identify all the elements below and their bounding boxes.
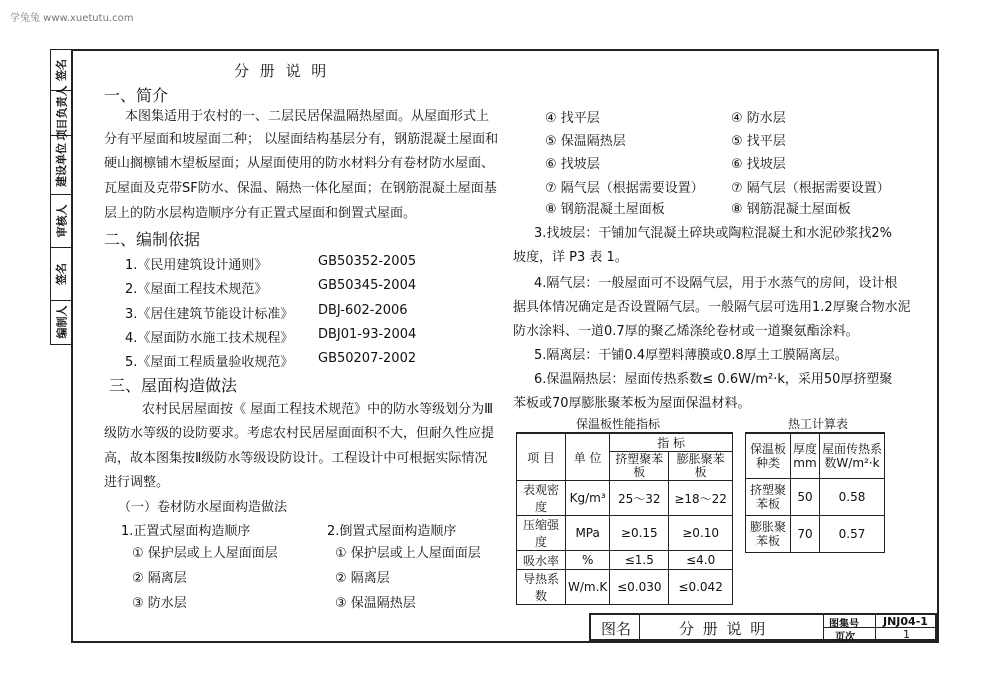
- signature-strip: [50, 49, 73, 345]
- sec3-line-4: 进行调整。: [104, 475, 170, 490]
- t2-cell: 0.58: [820, 479, 885, 516]
- t1-h-eps: 膨胀聚苯板: [669, 452, 733, 481]
- seq2-item-6: ⑥ 找坡层: [731, 157, 786, 172]
- sign-cell-4: 审核人: [51, 195, 71, 248]
- seq2-item-3: ③ 保温隔热层: [335, 596, 416, 611]
- t1-h-item: 项 目: [517, 433, 566, 481]
- seq1-item-4: ④ 找平层: [545, 111, 600, 126]
- seq2-item-2: ② 隔离层: [335, 571, 390, 586]
- ref-name-3: 3.《居住建筑节能设计标准》: [125, 307, 294, 322]
- sign-cell-3: 建设单位: [51, 136, 71, 195]
- atlas-no: JNJ04-1: [883, 615, 928, 628]
- table-row: [746, 479, 885, 516]
- sec1-line-5: 层上的防水层构造顺序分有正置式屋面和倒置式屋面。: [104, 206, 417, 221]
- seq1-title: 1.正置式屋面构造顺序: [121, 524, 251, 539]
- t1-h-unit: 单 位: [566, 433, 610, 481]
- ref-name-1: 1.《民用建筑设计通则》: [125, 258, 268, 273]
- t1-cell: W/m.K: [566, 570, 610, 605]
- t1-cell: 压缩强度: [517, 516, 566, 551]
- seq1-item-2: ② 隔离层: [132, 571, 187, 586]
- note-6-line-2: 苯板或70厚膨胀聚苯板为屋面保温材料。: [513, 396, 751, 411]
- seq1-item-7: ⑦ 隔气层（根据需要设置）: [545, 181, 704, 196]
- watermark: 学兔兔 www.xuetutu.com: [10, 13, 134, 24]
- sign-cell-6: 编制人: [55, 305, 68, 339]
- t1-cell: ≥0.10: [669, 516, 733, 551]
- ref-code-5: GB50207-2002: [318, 351, 417, 366]
- t1-cell: 25～32: [610, 481, 669, 516]
- table2-caption: 热工计算表: [788, 417, 849, 431]
- seq1-item-5: ⑤ 保温隔热层: [545, 134, 626, 149]
- section-3-heading: 三、屋面构造做法: [109, 376, 238, 395]
- t2-cell: 0.57: [820, 516, 885, 553]
- seq1-item-1: ① 保护层或上人屋面面层: [132, 546, 278, 561]
- table-row: [517, 516, 733, 551]
- sec1-line-3: 硬山搁檩铺木望板屋面；从屋面使用的防水材料分有卷材防水屋面、: [104, 156, 495, 171]
- t1-cell: MPa: [566, 516, 610, 551]
- sec3-line-1: 农村民居屋面按《 屋面工程技术规范》中的防水等级划分为Ⅲ: [142, 402, 494, 417]
- ref-name-5: 5.《屋面工程质量验收规范》: [125, 355, 294, 370]
- note-4-line-3: 防水涂料、一道0.7厚的聚乙烯涤纶卷材或一道聚氨酯涂料。: [513, 324, 859, 339]
- seq2-item-7: ⑦ 隔气层（根据需要设置）: [731, 181, 890, 196]
- table-row: [517, 570, 733, 605]
- t2-cell: 70: [791, 516, 820, 553]
- sec3-line-3: 高，故本图集按Ⅱ级防水等级设防设计。工程设计中可根据实际情况: [104, 451, 488, 466]
- sec1-line-1: 本图集适用于农村的一、二层民居保温隔热屋面。从屋面形式上: [125, 109, 490, 124]
- seq2-item-4: ④ 防水层: [731, 111, 786, 126]
- t1-cell: 表观密度: [517, 481, 566, 516]
- seq2-title: 2.倒置式屋面构造顺序: [327, 524, 457, 539]
- section-2-heading: 二、编制依据: [104, 230, 201, 249]
- t2-cell: 膨胀聚苯板: [746, 516, 791, 553]
- note-4-line-2: 据具体情况确定是否设置隔气层。一般隔气层可选用1.2厚聚合物水泥: [513, 300, 911, 315]
- t1-h-index: 指 标: [610, 433, 733, 452]
- t2-cell: 50: [791, 479, 820, 516]
- seq1-item-3: ③ 防水层: [132, 596, 187, 611]
- note-3-line-1: 3.找坡层：干铺加气混凝土碎块或陶粒混凝土和水泥砂浆找2%: [534, 226, 893, 241]
- ref-name-2: 2.《屋面工程技术规范》: [125, 282, 268, 297]
- note-3-line-2: 坡度，详 P3 表 1。: [513, 250, 628, 265]
- t2-h-coef: 屋面传热系数W/m²·k: [820, 433, 885, 479]
- title-block-name: 分 册 说 明: [679, 620, 768, 638]
- sec3-subheading: （一）卷材防水屋面构造做法: [118, 500, 288, 515]
- t1-h-xps: 挤塑聚苯板: [610, 452, 669, 481]
- note-4-line-1: 4.隔气层：一般屋面可不设隔气层，用于水蒸气的房间，设计根: [534, 276, 898, 291]
- table1-caption: 保温板性能指标: [576, 417, 661, 431]
- sign-cell-5: 签名: [51, 248, 71, 301]
- ref-code-1: GB50352-2005: [318, 254, 417, 269]
- ref-code-2: GB50345-2004: [318, 278, 417, 293]
- sign-cell-2: 项目负责人: [51, 91, 71, 136]
- t1-cell: 吸水率: [517, 551, 566, 570]
- table-row: [746, 516, 885, 553]
- page-title: 分 册 说 明: [234, 62, 330, 80]
- t2-h-type: 保温板种类: [746, 433, 791, 479]
- t2-cell: 挤塑聚苯板: [746, 479, 791, 516]
- t1-cell: ≤1.5: [610, 551, 669, 570]
- seq2-item-5: ⑤ 找平层: [731, 134, 786, 149]
- page-no-label: 页次: [835, 632, 855, 643]
- note-5: 5.隔离层：干铺0.4厚塑料薄膜或0.8厚土工膜隔离层。: [534, 348, 848, 363]
- insulation-board-table: [516, 432, 733, 605]
- table-row: [517, 481, 733, 516]
- sign-cell-1: 签名: [51, 50, 71, 91]
- ref-name-4: 4.《屋面防水施工技术规程》: [125, 331, 294, 346]
- t1-cell: ≤0.042: [669, 570, 733, 605]
- ref-code-4: DBJ01-93-2004: [318, 327, 417, 342]
- t1-cell: %: [566, 551, 610, 570]
- table-row: [517, 551, 733, 570]
- page-no: 1: [903, 628, 910, 641]
- seq2-item-1: ① 保护层或上人屋面面层: [335, 546, 481, 561]
- sec3-line-2: 级防水等级的设防要求。考虑农村民居屋面面积不大，但耐久性应提: [104, 426, 495, 441]
- thermal-calc-table: [745, 432, 885, 553]
- seq2-item-8: ⑧ 钢筋混凝土屋面板: [731, 202, 851, 217]
- title-block: [589, 613, 937, 641]
- atlas-no-label: 图集号: [829, 619, 859, 630]
- t1-cell: ≤4.0: [669, 551, 733, 570]
- title-block-label: 图名: [601, 620, 632, 638]
- t1-cell: ≥18～22: [669, 481, 733, 516]
- t1-cell: 导热系数: [517, 570, 566, 605]
- seq1-item-8: ⑧ 钢筋混凝土屋面板: [545, 202, 665, 217]
- note-6-line-1: 6.保温隔热层：屋面传热系数≤ 0.6W/m²·k，采用50厚挤塑聚: [534, 372, 893, 387]
- sec1-line-4: 瓦屋面及克带SF防水、保温、隔热一体化屋面；在钢筋混凝土屋面基: [104, 181, 497, 196]
- t1-cell: Kg/m³: [566, 481, 610, 516]
- ref-code-3: DBJ-602-2006: [318, 303, 408, 318]
- sec1-line-2: 分有平屋面和坡屋面二种； 以屋面结构基层分有，钢筋混凝土屋面和: [104, 132, 499, 147]
- section-1-heading: 一、简介: [104, 86, 169, 105]
- seq1-item-6: ⑥ 找坡层: [545, 157, 600, 172]
- t1-cell: ≤0.030: [610, 570, 669, 605]
- t1-cell: ≥0.15: [610, 516, 669, 551]
- t2-h-thickness: 厚度mm: [791, 433, 820, 479]
